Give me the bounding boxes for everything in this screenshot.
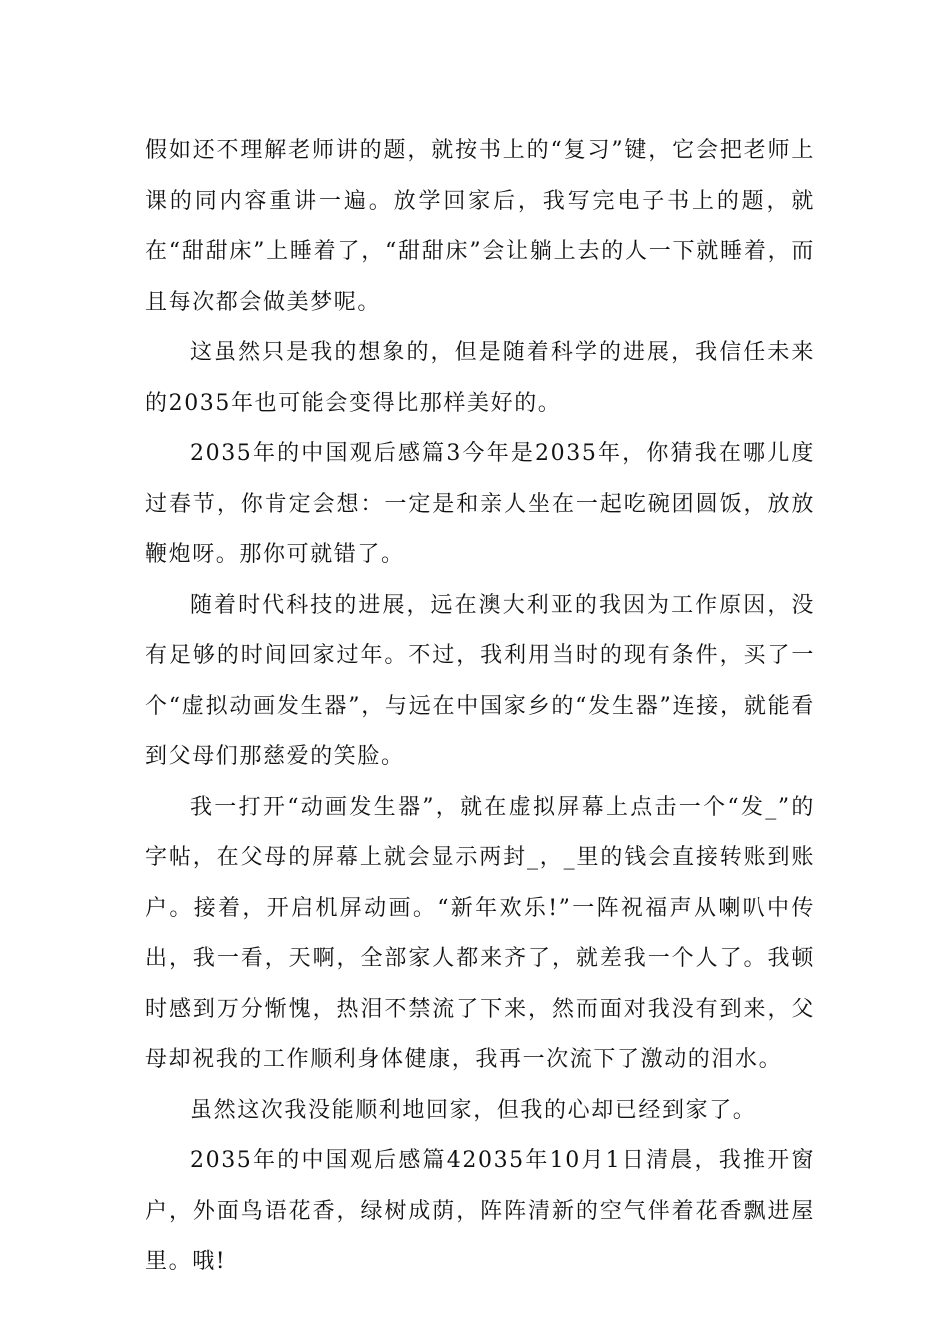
paragraph-1: 假如还不理解老师讲的题，就按书上的“复习”键，它会把老师上课的同内容重讲一遍。放学回家后，我写完电子书上的题，就在“甜甜床”上睡着了，“甜甜床”会让躺上去的人一下就睡着，而且每次都会做美梦呢。 xyxy=(145,138,815,315)
paragraph-7: 2035年的中国观后感篇42035年10月1日清晨，我推开窗户，外面鸟语花香，绿树成荫，阵阵清新的空气伴着花香飘进屋里。哦! xyxy=(145,1148,815,1274)
paragraph-6: 虽然这次我没能顺利地回家，但我的心却已经到家了。 xyxy=(190,1097,757,1123)
document-body xyxy=(145,126,815,1288)
paragraph-5: 我一打开“动画发生器”，就在虚拟屏幕上点击一个“发_”的字帖，在父母的屏幕上就会显示两封_，_里的钱会直接转账到账户。接着，开启机屏动画。“新年欢乐!”一阵祝福声从喇叭中传出，我一看，天啊，全部家人都来齐了，就差我一个人了。我顿时感到万分惭愧，热泪不禁流了下来，然而面对我没有到来，父母却祝我的工作顺利身体健康，我再一次流下了激动的泪水。 xyxy=(145,794,815,1072)
paragraph-4: 随着时代科技的进展，远在澳大利亚的我因为工作原因，没有足够的时间回家过年。不过，我利用当时的现有条件，买了一个“虚拟动画发生器”，与远在中国家乡的“发生器”连接，就能看到父母们那慈爱的笑脸。 xyxy=(145,592,815,769)
paragraph-2: 这虽然只是我的想象的，但是随着科学的进展，我信任未来的2035年也可能会变得比那样美好的。 xyxy=(145,340,815,416)
paragraph-3: 2035年的中国观后感篇3今年是2035年，你猜我在哪儿度过春节，你肯定会想：一定是和亲人坐在一起吃碗团圆饭，放放鞭炮呀。那你可就错了。 xyxy=(145,441,815,567)
